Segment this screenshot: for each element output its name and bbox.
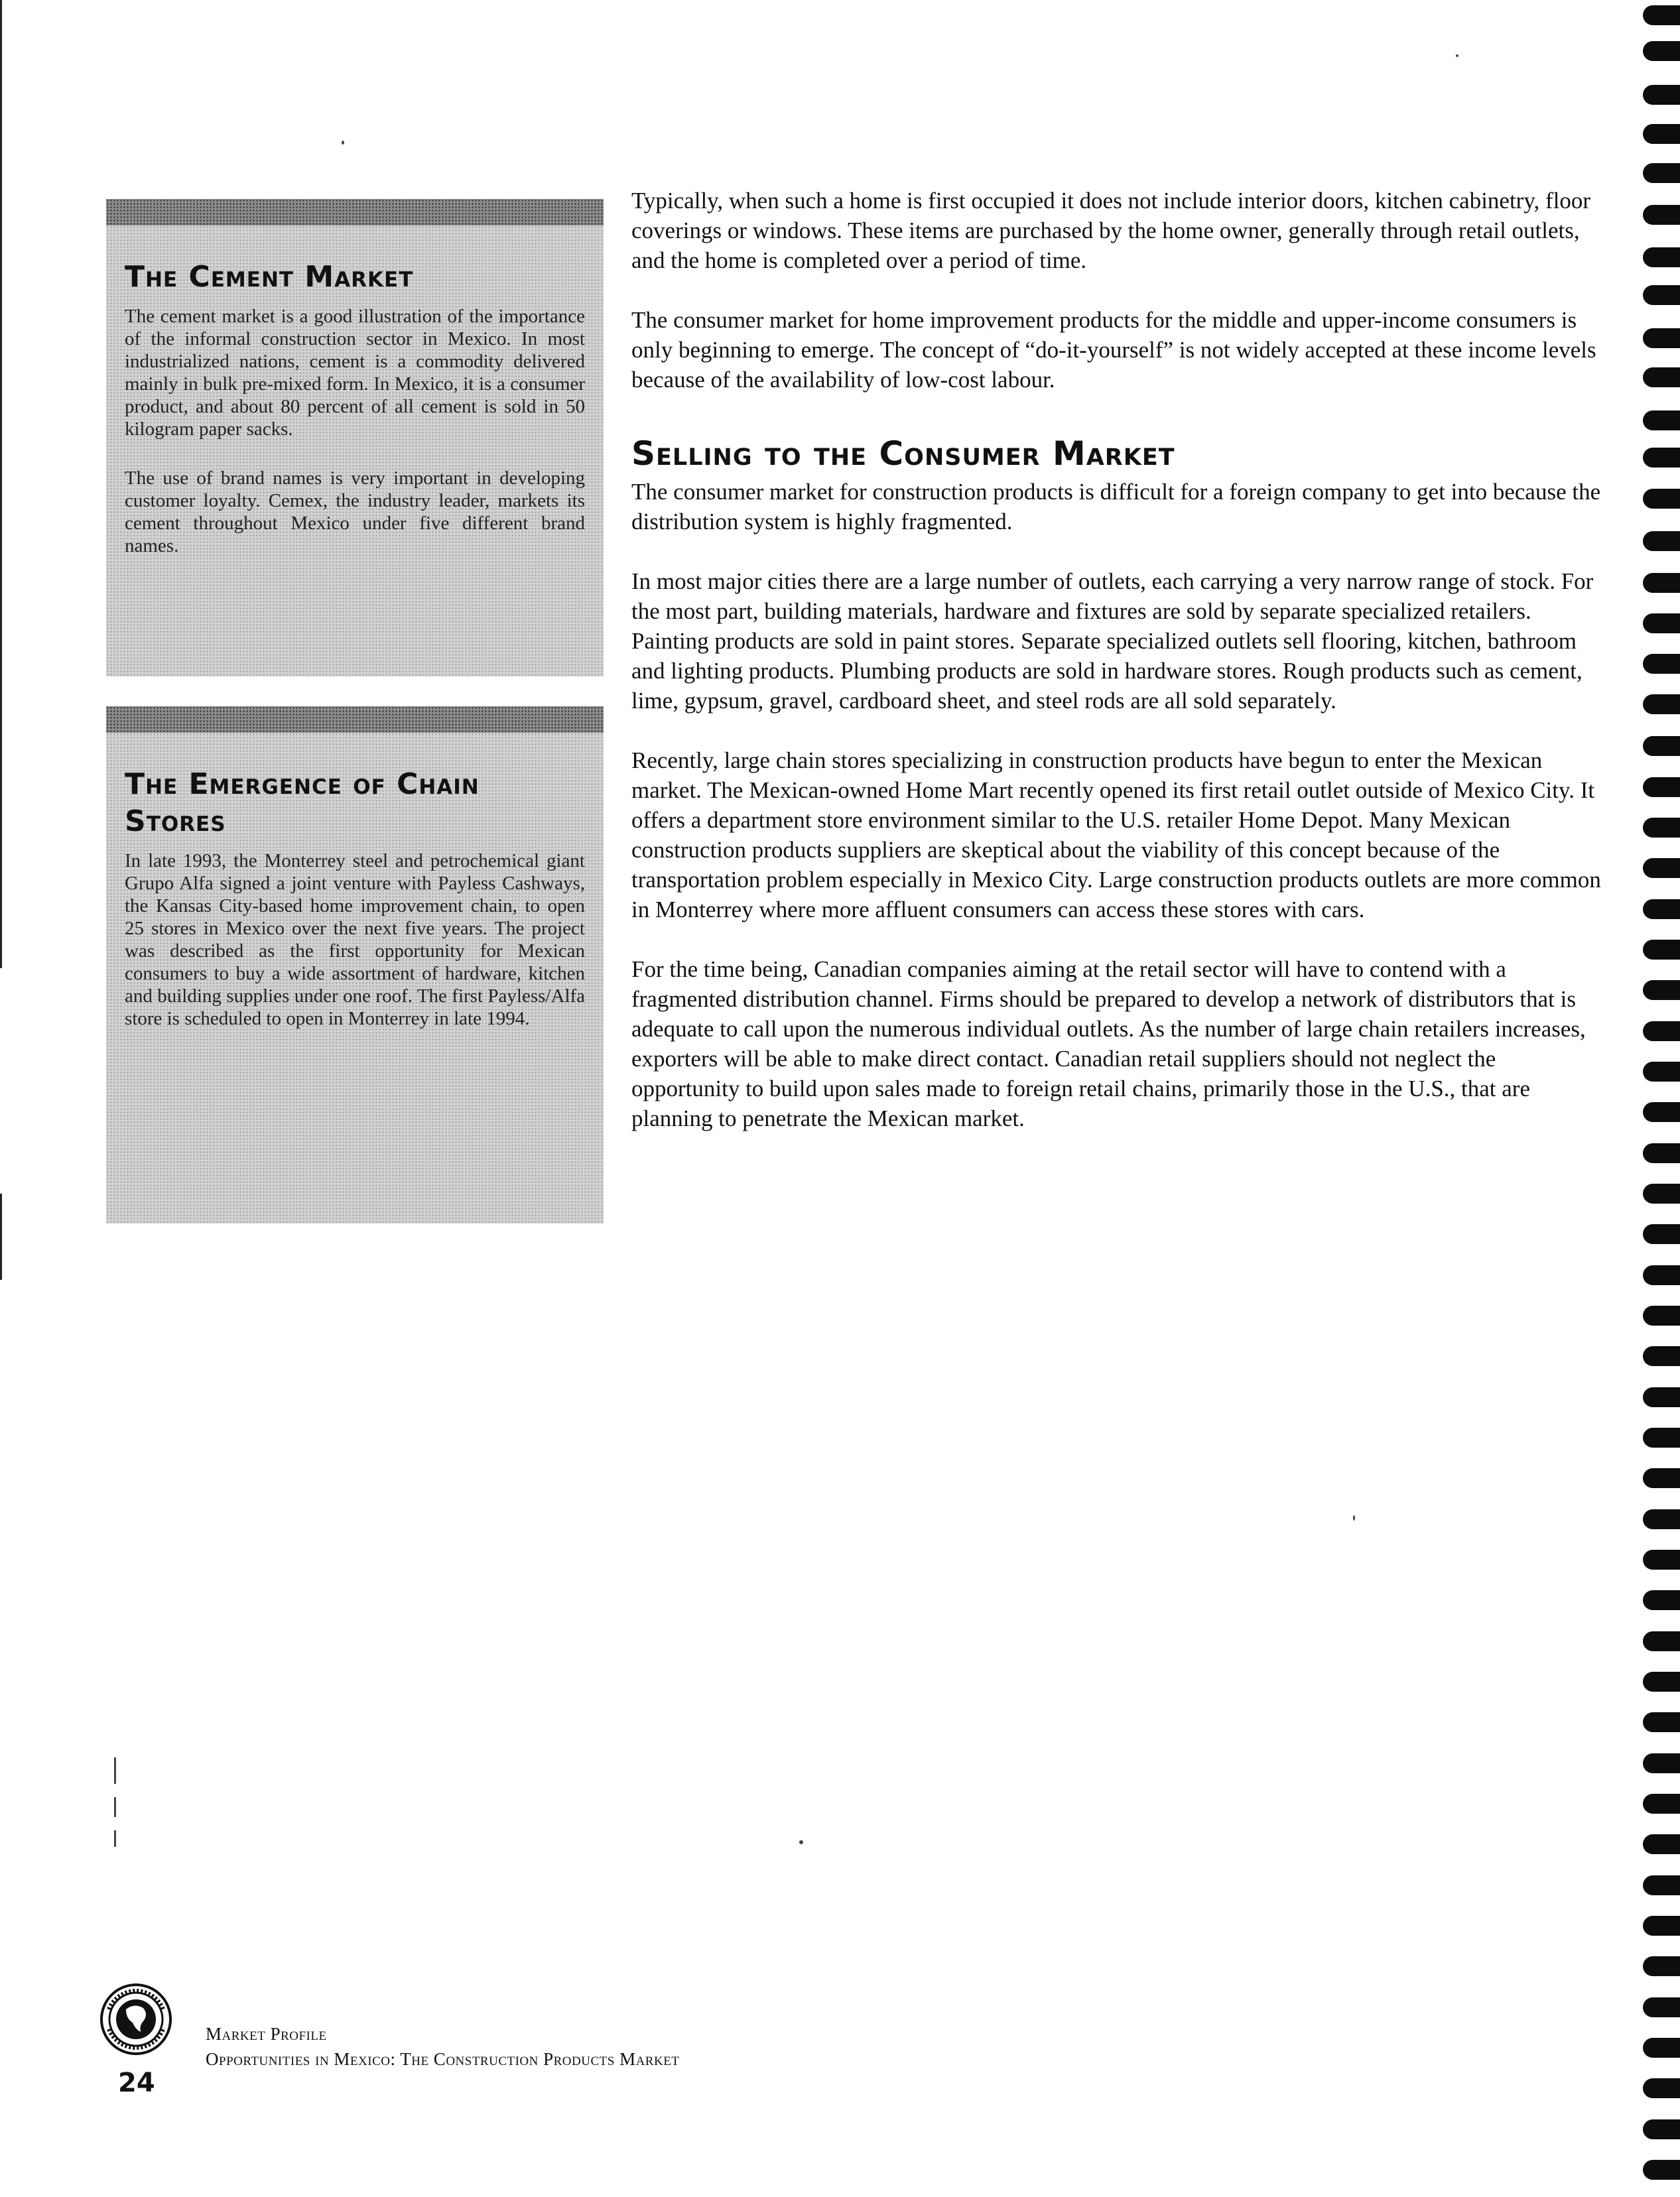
binding-hole: [1643, 899, 1680, 919]
binding-hole: [1643, 940, 1680, 960]
binding-hole: [1643, 41, 1680, 61]
binding-hole: [1643, 1956, 1680, 1976]
page-footer: [99, 1983, 962, 2149]
binding-hole: [1643, 818, 1680, 838]
binding-hole: [1643, 1306, 1680, 1326]
footer-subtitle: Opportunities in Mexico: The Construction Products Market: [206, 2049, 680, 2069]
page-number: 24: [118, 2068, 155, 2098]
main-column: [631, 186, 1603, 1163]
binding-hole: [1643, 1916, 1680, 1936]
binding-hole: [1643, 163, 1680, 183]
binding-hole: [1643, 124, 1680, 144]
binding-hole: [1643, 85, 1680, 105]
binding-hole: [1643, 448, 1680, 468]
body-paragraph: Recently, large chain stores specializing in construction products have begun to enter the Mexican market. The Mexican-owned Home Mart recently opened its first retail outlet outside of Mexico City. It offers a department store environment similar to the U.S. retailer Home Depot. Many Mexican construction products suppliers are skeptical about the viability of this concept because of the transportation problem especially in Mexico City. Large construction products outlets are more common in Monterrey where more affluent consumers can access these stores with cars.: [631, 747, 1601, 922]
binding-hole: [1643, 1387, 1680, 1407]
binding-hole: [1643, 573, 1680, 593]
binding-hole: [1643, 1712, 1680, 1732]
binding-hole: [1643, 2078, 1680, 2098]
binding-hole: [1643, 613, 1680, 633]
body-paragraph: In most major cities there are a large number of outlets, each carrying a very narrow range of stock. For the most part, building materials, hardware and fixtures are sold by separate specialized retailers. Painting products are sold in paint stores. Separate specialized outlets sell flooring, kitchen, bathroom and lighting products. Plumbing products are sold in hardware stores. Rough products such as cement, lime, gypsum, gravel, cardboard sheet, and steel rods are all sold separately.: [631, 568, 1594, 714]
binding-hole: [1643, 1021, 1680, 1041]
binding-hole: [1643, 694, 1680, 714]
north-america-globe-seal-icon: [99, 1983, 172, 2056]
sidebar-cement-paragraph: The cement market is a good illustration of the importance of the informal construction sector in Mexico. In most industrialized nations, cement is a commodity delivered mainly in bulk pre-mixed form. In Mexico, it is a consumer product, and about 80 percent of all cement is sold in 50 kilogram paper sacks.: [125, 306, 585, 440]
binding-hole: [1643, 285, 1680, 305]
binding-hole: [1643, 1346, 1680, 1366]
binding-hole: [1643, 1794, 1680, 1814]
binding-hole: [1643, 1428, 1680, 1448]
page-edge-line: [0, 1194, 2, 1280]
scan-speck: [114, 1757, 116, 1784]
spiral-binding: [1640, 0, 1680, 2197]
binding-hole: [1643, 1875, 1680, 1895]
binding-hole: [1643, 5, 1680, 25]
body-paragraph: The consumer market for construction products is difficult for a foreign company to get into because the distribution system is highly fragmented.: [631, 479, 1601, 534]
binding-hole: [1643, 1062, 1680, 1082]
binding-hole: [1643, 1224, 1680, 1244]
binding-hole: [1643, 1102, 1680, 1122]
scan-speck: [799, 1840, 803, 1844]
body-paragraph: The consumer market for home improvement products for the middle and upper-income consumers is only beginning to emerge. The concept of “do-it-yourself” is not widely accepted at these income levels because of the availability of low-cost labour.: [631, 307, 1596, 393]
body-paragraph: For the time being, Canadian companies aiming at the retail sector will have to contend with a fragmented distribution channel. Firms should be prepared to develop a network of distributors that is adequate to call upon the numerous individual outlets. As the number of large chain retailers increases, exporters will be able to make direct contact. Canadian retail suppliers should not neglect the opportunity to build upon sales made to foreign retail chains, primarily those in the U.S., that are planning to penetrate the Mexican market.: [631, 956, 1586, 1131]
binding-hole: [1643, 980, 1680, 1000]
scan-speck: [114, 1797, 116, 1817]
sidebar-chain: [106, 733, 604, 1224]
sidebar-cement-paragraph: The use of brand names is very important in developing customer loyalty. Cemex, the industry leader, markets its cement throughout Mexico under five different brand names.: [125, 468, 585, 556]
binding-hole: [1643, 328, 1680, 348]
binding-hole: [1643, 489, 1680, 509]
scan-speck: [1353, 1515, 1355, 1521]
scan-speck: [1456, 54, 1458, 57]
binding-hole: [1643, 1631, 1680, 1651]
binding-hole: [1643, 2119, 1680, 2139]
binding-hole: [1643, 205, 1680, 225]
sidebar-cement-title: The Cement Market: [125, 260, 414, 294]
binding-hole: [1643, 2160, 1680, 2180]
binding-hole: [1643, 1265, 1680, 1285]
binding-hole: [1643, 858, 1680, 878]
binding-hole: [1643, 247, 1680, 267]
binding-hole: [1643, 2038, 1680, 2058]
sidebar-cement: [106, 225, 604, 676]
binding-hole: [1643, 367, 1680, 387]
sidebar-cement-bar: [106, 199, 604, 225]
binding-hole: [1643, 1753, 1680, 1773]
binding-hole: [1643, 1143, 1680, 1163]
binding-hole: [1643, 1672, 1680, 1692]
binding-hole: [1643, 1590, 1680, 1610]
sidebar-chain-title: The Emergence of Chain Stores: [125, 767, 480, 838]
binding-hole: [1643, 777, 1680, 797]
scan-speck: [114, 1830, 116, 1847]
binding-hole: [1643, 531, 1680, 551]
page-edge-line: [0, 0, 2, 968]
sidebar-chain-bar: [106, 706, 604, 733]
binding-hole: [1643, 410, 1680, 430]
body-paragraph: Typically, when such a home is first occupied it does not include interior doors, kitchen cabinetry, floor coverings or windows. These items are purchased by the home owner, generally through retail outlets, and the home is completed over a period of time.: [631, 188, 1591, 273]
binding-hole: [1643, 1834, 1680, 1854]
binding-hole: [1643, 1997, 1680, 2017]
binding-hole: [1643, 736, 1680, 756]
sidebar-chain-paragraph: In late 1993, the Monterrey steel and petrochemical giant Grupo Alfa signed a joint venture with Payless Cashways, the Kansas City-based home improvement chain, to open 25 stores in Mexico over the next five years. The project was described as the first opportunity for Mexican consumers to buy a wide assortment of hardware, kitchen and building supplies under one roof. The first Payless/Alfa store is scheduled to open in Monterrey in late 1994.: [125, 850, 585, 1029]
section-heading: Selling to the Consumer Market: [631, 434, 1175, 473]
footer-title: Market Profile: [206, 2024, 327, 2044]
binding-hole: [1643, 1509, 1680, 1529]
binding-hole: [1643, 1468, 1680, 1488]
binding-hole: [1643, 654, 1680, 674]
scan-speck: [342, 141, 344, 145]
binding-hole: [1643, 1550, 1680, 1570]
binding-hole: [1643, 1184, 1680, 1204]
